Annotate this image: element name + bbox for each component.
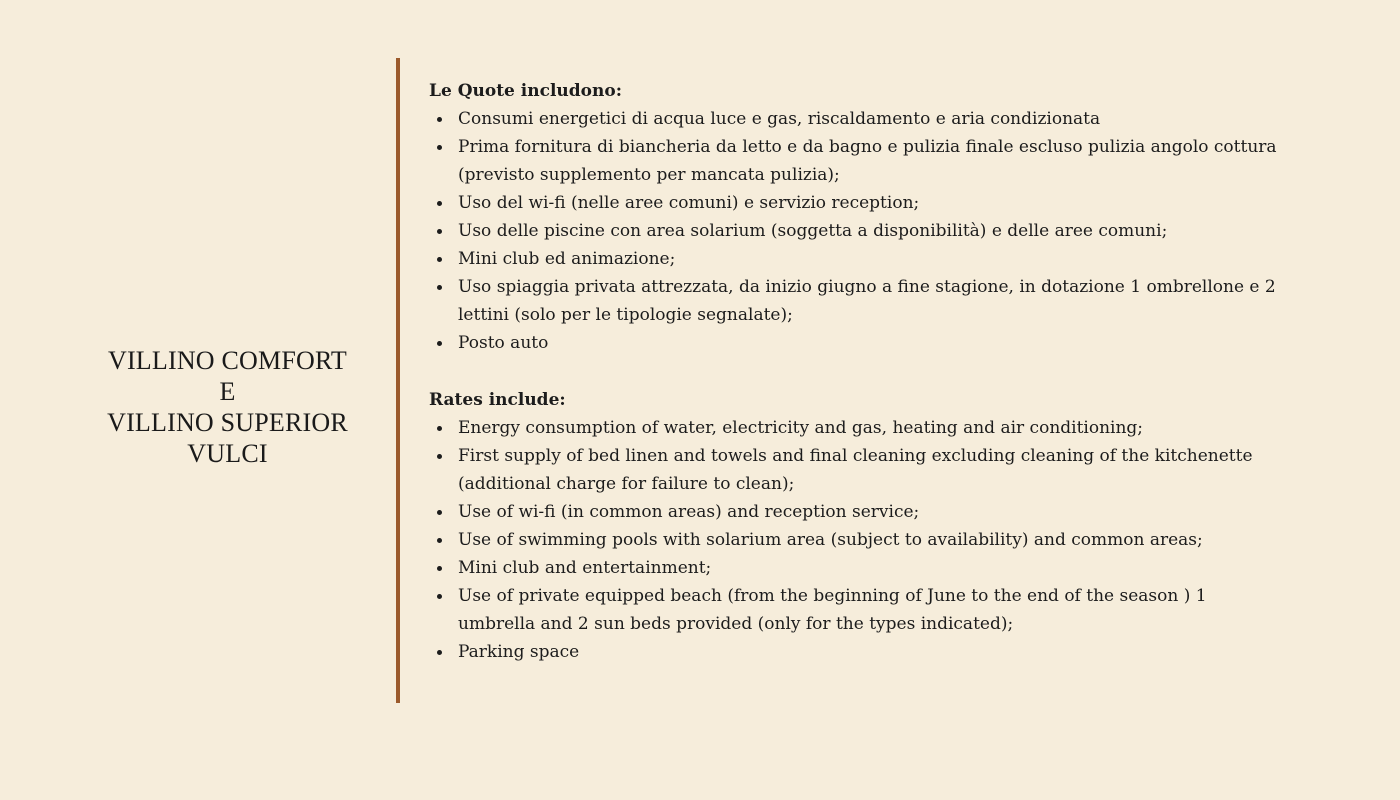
list-item [429,245,1289,273]
list-item [429,133,1289,189]
list-item-text: Mini club ed animazione; [458,249,676,269]
list-item [429,526,1289,554]
italian-list [429,105,1289,357]
rates-content [429,77,1289,666]
list-item-text: Energy consumption of water, electricity and gas, heating and air conditioning; [458,418,1144,438]
list-item-text: Uso del wi-fi (nelle aree comuni) e servizio reception; [458,193,920,213]
list-item [429,189,1289,217]
list-item [429,442,1289,498]
list-item-text: Mini club and entertainment; [458,558,712,578]
title-line: VILLINO COMFORT [107,346,348,375]
list-item-text: First supply of bed linen and towels and final cleaning excluding cleaning of the kitchenette (additional charge for failure to clean); [458,446,1253,494]
list-item-text: Parking space [458,642,580,662]
vertical-divider [396,58,400,703]
list-item [429,329,1289,357]
list-item-text: Uso delle piscine con area solarium (soggetta a disponibilità) e delle aree comuni; [458,221,1168,241]
list-item [429,414,1289,442]
english-heading: Rates include: [429,390,566,410]
list-item-text: Use of wi-fi (in common areas) and reception service; [458,502,920,522]
section-spacer [429,357,1289,386]
title-line: VILLINO SUPERIOR [107,408,348,437]
english-section [429,386,1289,666]
list-item [429,273,1289,329]
villa-title [80,345,375,469]
list-item-text: Posto auto [458,333,549,353]
italian-section [429,77,1289,357]
list-item [429,554,1289,582]
list-item [429,217,1289,245]
english-list [429,414,1289,666]
list-item [429,105,1289,133]
list-item-text: Use of private equipped beach (from the beginning of June to the end of the season ) 1 umbrella and 2 sun beds provided (only for the types indicated); [458,586,1207,634]
list-item [429,638,1289,666]
title-line: VULCI [187,439,268,468]
list-item [429,582,1289,638]
list-item-text: Uso spiaggia privata attrezzata, da inizio giugno a fine stagione, in dotazione 1 ombrellone e 2 lettini (solo per le tipologie segnalate); [458,277,1276,325]
list-item-text: Consumi energetici di acqua luce e gas, riscaldamento e aria condizionata [458,109,1101,129]
list-item-text: Prima fornitura di biancheria da letto e da bagno e pulizia finale escluso pulizia angolo cottura (previsto supplemento per mancata pulizia); [458,137,1277,185]
list-item-text: Use of swimming pools with solarium area (subject to availability) and common areas; [458,530,1203,550]
title-line: E [219,377,236,406]
list-item [429,498,1289,526]
italian-heading: Le Quote includono: [429,81,622,101]
